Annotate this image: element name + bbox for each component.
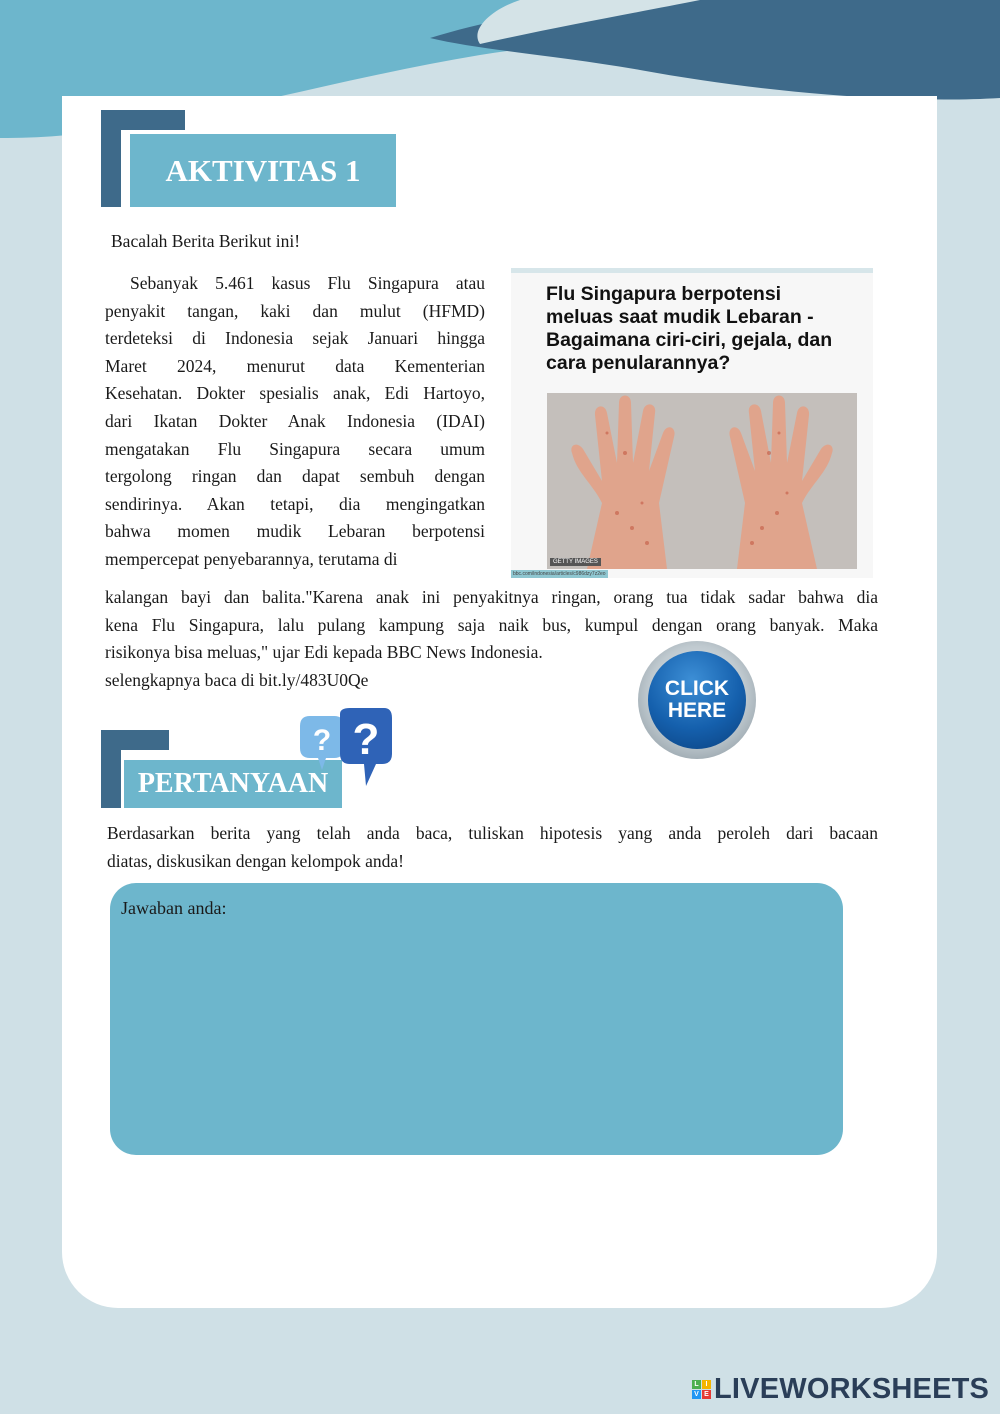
para-line: mengatakan Flu Singapura secara umum xyxy=(105,438,485,459)
question-mark-icon xyxy=(296,708,396,790)
news-headline: Flu Singapura berpotensi meluas saat mudik Lebaran - Bagaimana ciri-ciri, gejala, dan cara penularannya? xyxy=(546,283,833,374)
question-text xyxy=(107,820,878,875)
liveworksheets-logo xyxy=(692,1374,989,1404)
answer-label: Jawaban anda: xyxy=(121,898,227,918)
photo-credit: GETTY IMAGES xyxy=(550,558,601,566)
para-line: dari Ikatan Dokter Anak Indonesia (IDAI) xyxy=(105,410,485,431)
reading-instruction: Bacalah Berita Berikut ini! xyxy=(111,231,301,251)
logo-letter: I xyxy=(702,1380,711,1389)
liveworksheets-brand: LIVEWORKSHEETS xyxy=(714,1372,990,1405)
news-image xyxy=(511,268,873,578)
news-paragraph xyxy=(105,270,485,574)
hands-illustration xyxy=(547,393,857,569)
news-paragraph-continued xyxy=(105,584,878,694)
svg-text:?: ? xyxy=(352,715,380,764)
para-line: penyakit tangan, kaki dan mulut (HFMD) xyxy=(105,300,485,321)
para-line: Kesehatan. Dokter spesialis anak, Edi Hartoyo, xyxy=(105,383,485,404)
para-line: mempercepat penyebarannya, terutama di xyxy=(105,548,398,569)
click-here-face xyxy=(648,651,746,749)
here-label: HERE xyxy=(667,699,727,722)
click-label: CLICK xyxy=(664,677,730,700)
para-line: terdeteksi di Indonesia sejak Januari hingga xyxy=(105,328,485,349)
para-line: risikonya bisa meluas," ujar Edi kepada BBC News Indonesia. xyxy=(105,642,543,663)
hands-photo xyxy=(547,393,857,569)
question-title: PERTANYAAN xyxy=(124,760,342,808)
liveworksheets-logo-icon xyxy=(692,1380,711,1399)
para-line: kena Flu Singapura, lalu pulang kampung saja naik bus, kumpul dengan orang banyak. Maka xyxy=(105,614,878,635)
news-url: bbc.com/indonesia/articles/c986dzy7z2eo xyxy=(513,571,606,577)
activity-title: AKTIVITAS 1 xyxy=(130,134,396,207)
para-line: bahwa momen mudik Lebaran berpotensi xyxy=(105,521,485,542)
svg-text:?: ? xyxy=(312,724,332,757)
logo-letter: E xyxy=(702,1390,711,1399)
answer-textarea[interactable] xyxy=(110,883,843,1155)
question-line: Berdasarkan berita yang telah anda baca, tuliskan hipotesis yang anda peroleh dari bacaan xyxy=(107,823,878,843)
para-line: tergolong ringan dan dapat sembuh dengan xyxy=(105,466,485,487)
logo-letter: L xyxy=(692,1380,701,1389)
click-here-button[interactable] xyxy=(638,641,756,759)
more-link[interactable]: selengkapnya baca di bit.ly/483U0Qe xyxy=(105,669,369,690)
para-line: Sebanyak 5.461 kasus Flu Singapura atau xyxy=(130,273,485,293)
para-line: sendirinya. Akan tetapi, dia mengingatkan xyxy=(105,493,485,514)
logo-letter: V xyxy=(692,1390,701,1399)
para-line: kalangan bayi dan balita."Karena anak ini penyakitnya ringan, orang tua tidak sadar bahwa dia xyxy=(105,587,878,607)
para-line: Maret 2024, menurut data Kementerian xyxy=(105,355,485,376)
question-line: diatas, diskusikan dengan kelompok anda! xyxy=(107,850,404,871)
